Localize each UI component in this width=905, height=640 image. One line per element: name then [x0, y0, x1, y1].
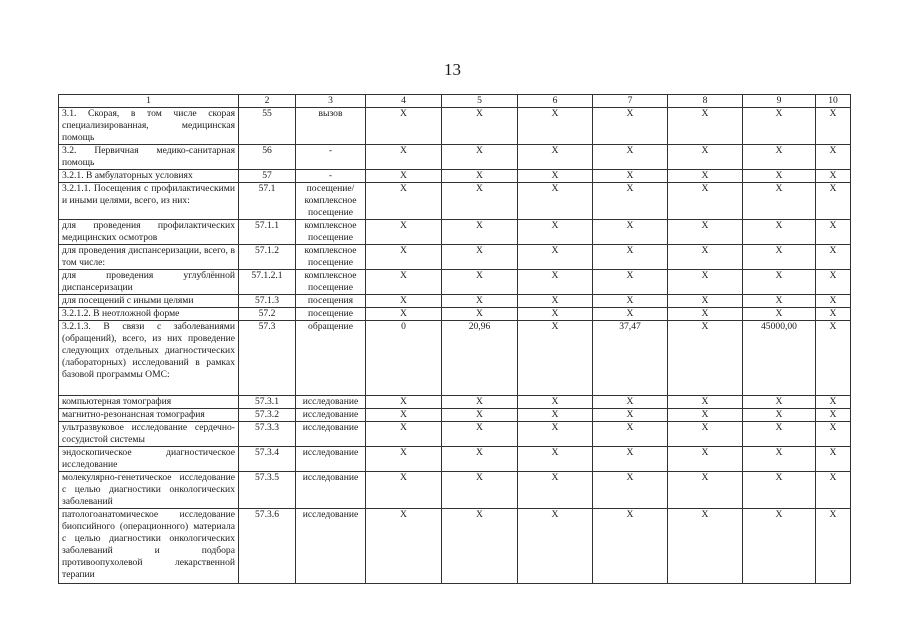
- value-cell: Х: [593, 421, 668, 446]
- value-cell: Х: [366, 269, 442, 294]
- row-name-cell: для проведения углублённой диспансеризации: [59, 269, 239, 294]
- value-cell: 20,96: [442, 320, 518, 395]
- value-cell: Х: [743, 182, 816, 219]
- row-name-cell: эндоскопическое диагностическое исследование: [59, 446, 239, 471]
- value-cell: Х: [366, 421, 442, 446]
- column-header: 9: [743, 95, 816, 108]
- value-cell: Х: [743, 446, 816, 471]
- row-name-cell: патологоанатомическое исследование биопсийного (операционного) материала с целью диагностики онкологических заболеваний и подбора противоопухолевой лекарственной терапии: [59, 508, 239, 583]
- row-code-cell: 57.3.2: [239, 408, 296, 421]
- value-cell: Х: [518, 144, 593, 169]
- column-header: 10: [816, 95, 851, 108]
- value-cell: Х: [593, 446, 668, 471]
- row-name-cell: ультразвуковое исследование сердечно-сосудистой системы: [59, 421, 239, 446]
- row-code-cell: 57.3.3: [239, 421, 296, 446]
- value-cell: Х: [366, 219, 442, 244]
- table-row: [59, 395, 851, 408]
- value-cell: Х: [366, 446, 442, 471]
- table-row: [59, 269, 851, 294]
- value-cell: Х: [816, 182, 851, 219]
- value-cell: Х: [593, 408, 668, 421]
- column-header: 5: [442, 95, 518, 108]
- row-code-cell: 57.3.4: [239, 446, 296, 471]
- value-cell: Х: [743, 307, 816, 320]
- value-cell: Х: [668, 294, 743, 307]
- value-cell: Х: [743, 421, 816, 446]
- value-cell: Х: [518, 421, 593, 446]
- value-cell: Х: [518, 294, 593, 307]
- value-cell: Х: [593, 307, 668, 320]
- value-cell: Х: [366, 307, 442, 320]
- value-cell: Х: [668, 508, 743, 583]
- value-cell: Х: [518, 508, 593, 583]
- column-header: 8: [668, 95, 743, 108]
- value-cell: Х: [366, 395, 442, 408]
- value-cell: Х: [743, 395, 816, 408]
- value-cell: Х: [743, 408, 816, 421]
- value-cell: Х: [668, 219, 743, 244]
- table-row: [59, 320, 851, 395]
- value-cell: Х: [593, 395, 668, 408]
- value-cell: Х: [816, 269, 851, 294]
- row-unit-cell: посещение: [296, 307, 366, 320]
- value-cell: Х: [743, 471, 816, 508]
- table-row: [59, 294, 851, 307]
- table-row: [59, 421, 851, 446]
- row-name-cell: 3.2.1.1. Посещения с профилактическими и иными целями, всего, из них:: [59, 182, 239, 219]
- value-cell: Х: [668, 446, 743, 471]
- data-table: [58, 94, 851, 584]
- value-cell: Х: [518, 471, 593, 508]
- value-cell: Х: [668, 144, 743, 169]
- value-cell: Х: [442, 219, 518, 244]
- table-row: [59, 471, 851, 508]
- value-cell: Х: [518, 395, 593, 408]
- value-cell: Х: [816, 446, 851, 471]
- row-unit-cell: комплексное посещение: [296, 269, 366, 294]
- row-code-cell: 57.3.5: [239, 471, 296, 508]
- value-cell: Х: [816, 107, 851, 144]
- column-header: 6: [518, 95, 593, 108]
- table-row: [59, 169, 851, 182]
- value-cell: Х: [593, 182, 668, 219]
- value-cell: Х: [668, 182, 743, 219]
- row-code-cell: 57.3: [239, 320, 296, 395]
- table-row: [59, 107, 851, 144]
- value-cell: Х: [816, 169, 851, 182]
- value-cell: Х: [816, 471, 851, 508]
- row-unit-cell: комплексное посещение: [296, 219, 366, 244]
- table-row: [59, 408, 851, 421]
- value-cell: Х: [518, 446, 593, 471]
- row-name-cell: 3.1. Скорая, в том числе скорая специализированная, медицинская помощь: [59, 107, 239, 144]
- value-cell: Х: [816, 421, 851, 446]
- value-cell: Х: [442, 294, 518, 307]
- value-cell: Х: [442, 408, 518, 421]
- value-cell: Х: [442, 471, 518, 508]
- row-unit-cell: -: [296, 144, 366, 169]
- value-cell: Х: [442, 508, 518, 583]
- value-cell: Х: [743, 169, 816, 182]
- value-cell: Х: [593, 269, 668, 294]
- value-cell: 0: [366, 320, 442, 395]
- value-cell: Х: [668, 421, 743, 446]
- value-cell: Х: [442, 421, 518, 446]
- value-cell: Х: [442, 395, 518, 408]
- value-cell: Х: [366, 471, 442, 508]
- row-code-cell: 57.1.3: [239, 294, 296, 307]
- value-cell: Х: [743, 294, 816, 307]
- value-cell: Х: [816, 320, 851, 395]
- value-cell: Х: [366, 107, 442, 144]
- row-code-cell: 57: [239, 169, 296, 182]
- value-cell: Х: [518, 169, 593, 182]
- value-cell: Х: [593, 508, 668, 583]
- value-cell: Х: [668, 244, 743, 269]
- value-cell: Х: [816, 307, 851, 320]
- value-cell: Х: [743, 244, 816, 269]
- value-cell: Х: [816, 144, 851, 169]
- table-row: [59, 182, 851, 219]
- value-cell: Х: [593, 169, 668, 182]
- column-header: 4: [366, 95, 442, 108]
- page-number: 13: [444, 60, 461, 79]
- value-cell: Х: [518, 219, 593, 244]
- row-unit-cell: -: [296, 169, 366, 182]
- value-cell: Х: [816, 219, 851, 244]
- table-row: [59, 219, 851, 244]
- value-cell: Х: [442, 107, 518, 144]
- value-cell: Х: [668, 320, 743, 395]
- row-unit-cell: посещения: [296, 294, 366, 307]
- value-cell: Х: [816, 244, 851, 269]
- row-unit-cell: исследование: [296, 421, 366, 446]
- row-unit-cell: исследование: [296, 408, 366, 421]
- row-name-cell: 3.2.1. В амбулаторных условиях: [59, 169, 239, 182]
- row-code-cell: 57.2: [239, 307, 296, 320]
- column-header: 1: [59, 95, 239, 108]
- value-cell: Х: [518, 307, 593, 320]
- value-cell: Х: [743, 219, 816, 244]
- row-unit-cell: посещение/ комплексное посещение: [296, 182, 366, 219]
- value-cell: Х: [593, 244, 668, 269]
- value-cell: Х: [668, 408, 743, 421]
- value-cell: Х: [518, 408, 593, 421]
- value-cell: Х: [593, 219, 668, 244]
- row-unit-cell: обращение: [296, 320, 366, 395]
- value-cell: Х: [518, 269, 593, 294]
- value-cell: Х: [518, 244, 593, 269]
- value-cell: Х: [816, 408, 851, 421]
- table-row: [59, 508, 851, 583]
- value-cell: Х: [442, 169, 518, 182]
- value-cell: Х: [743, 107, 816, 144]
- value-cell: Х: [668, 107, 743, 144]
- row-code-cell: 57.1.1: [239, 219, 296, 244]
- row-name-cell: 3.2.1.3. В связи с заболеваниями (обращений), всего, из них проведение следующих отдельных диагностических (лабораторных) исследований в рамках базовой программы ОМС:: [59, 320, 239, 395]
- column-header: 7: [593, 95, 668, 108]
- row-name-cell: для проведения диспансеризации, всего, в том числе:: [59, 244, 239, 269]
- value-cell: Х: [366, 244, 442, 269]
- value-cell: Х: [518, 320, 593, 395]
- table-row: [59, 446, 851, 471]
- row-unit-cell: вызов: [296, 107, 366, 144]
- row-code-cell: 56: [239, 144, 296, 169]
- row-unit-cell: исследование: [296, 446, 366, 471]
- value-cell: Х: [816, 395, 851, 408]
- row-name-cell: для проведения профилактических медицинских осмотров: [59, 219, 239, 244]
- value-cell: Х: [816, 508, 851, 583]
- value-cell: Х: [366, 144, 442, 169]
- row-name-cell: компьютерная томография: [59, 395, 239, 408]
- row-code-cell: 57.1.2: [239, 244, 296, 269]
- value-cell: Х: [593, 294, 668, 307]
- row-name-cell: молекулярно-генетическое исследование с целью диагностики онкологических заболеваний: [59, 471, 239, 508]
- value-cell: Х: [743, 508, 816, 583]
- value-cell: Х: [743, 269, 816, 294]
- value-cell: Х: [518, 107, 593, 144]
- value-cell: Х: [593, 144, 668, 169]
- row-code-cell: 57.3.6: [239, 508, 296, 583]
- row-unit-cell: исследование: [296, 395, 366, 408]
- value-cell: Х: [366, 408, 442, 421]
- value-cell: Х: [366, 169, 442, 182]
- value-cell: Х: [442, 269, 518, 294]
- value-cell: Х: [668, 307, 743, 320]
- value-cell: Х: [366, 182, 442, 219]
- value-cell: Х: [668, 269, 743, 294]
- value-cell: Х: [366, 508, 442, 583]
- value-cell: Х: [668, 395, 743, 408]
- table-row: [59, 144, 851, 169]
- value-cell: Х: [442, 244, 518, 269]
- value-cell: Х: [816, 294, 851, 307]
- value-cell: 45000,00: [743, 320, 816, 395]
- value-cell: Х: [593, 107, 668, 144]
- value-cell: Х: [366, 294, 442, 307]
- row-unit-cell: исследование: [296, 471, 366, 508]
- value-cell: Х: [442, 446, 518, 471]
- row-code-cell: 57.1.2.1: [239, 269, 296, 294]
- row-name-cell: 3.2.1.2. В неотложной форме: [59, 307, 239, 320]
- value-cell: Х: [593, 471, 668, 508]
- row-name-cell: магнитно-резонансная томография: [59, 408, 239, 421]
- value-cell: Х: [442, 307, 518, 320]
- value-cell: 37,47: [593, 320, 668, 395]
- column-header: 2: [239, 95, 296, 108]
- row-name-cell: для посещений с иными целями: [59, 294, 239, 307]
- column-header: 3: [296, 95, 366, 108]
- value-cell: Х: [442, 182, 518, 219]
- value-cell: Х: [442, 144, 518, 169]
- value-cell: Х: [518, 182, 593, 219]
- value-cell: Х: [743, 144, 816, 169]
- header-row: [59, 95, 851, 108]
- value-cell: Х: [668, 471, 743, 508]
- row-code-cell: 55: [239, 107, 296, 144]
- row-code-cell: 57.1: [239, 182, 296, 219]
- table-row: [59, 307, 851, 320]
- table-row: [59, 244, 851, 269]
- row-name-cell: 3.2. Первичная медико-санитарная помощь: [59, 144, 239, 169]
- row-code-cell: 57.3.1: [239, 395, 296, 408]
- row-unit-cell: исследование: [296, 508, 366, 583]
- row-unit-cell: комплексное посещение: [296, 244, 366, 269]
- value-cell: Х: [668, 169, 743, 182]
